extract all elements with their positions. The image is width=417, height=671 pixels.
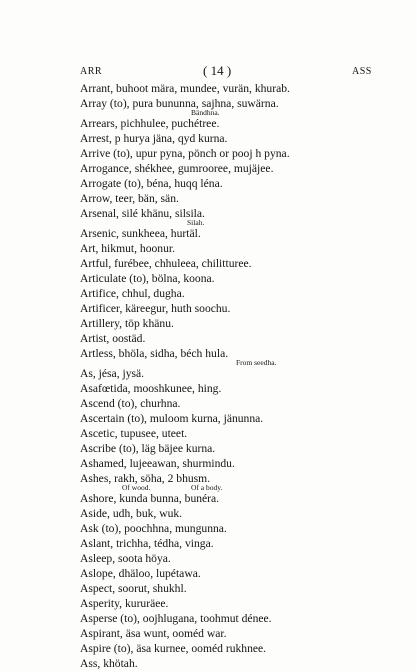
dictionary-entry: Arrest, p hurya jäna, qyd kurna. — [80, 132, 228, 145]
page-number: ( 14 ) — [203, 63, 232, 78]
etymology-note — [80, 359, 410, 367]
page-header — [0, 63, 417, 82]
running-head-right: ASS — [352, 66, 372, 77]
dictionary-entry: Arrogate (to), béna, huqq léna. — [80, 177, 223, 190]
dictionary-entry: Artist, oostäd. — [80, 332, 146, 345]
note-text: From seedha. — [236, 358, 277, 367]
dictionary-entry: Artless, bhöla, sidha, béch hula. — [80, 347, 229, 360]
dictionary-entry: Ascetic, tupusee, uteet. — [80, 427, 188, 440]
dictionary-entry: Ascertain (to), muloom kurna, jänunna. — [80, 412, 264, 425]
dictionary-entry: Aspect, soorut, shukhl. — [80, 582, 187, 595]
dictionary-entry: Articulate (to), bölna, koona. — [80, 272, 215, 285]
note-text: Silah. — [187, 218, 205, 227]
dictionary-entry: Aside, udh, buk, wuk. — [80, 507, 183, 520]
dictionary-entry: Artifice, chhul, dugha. — [80, 287, 185, 300]
note-text: Bändhna. — [191, 108, 220, 117]
running-head-left: ARR — [80, 66, 103, 77]
etymology-note — [80, 109, 410, 117]
dictionary-entry: Asafœtida, mooshkunee, hing. — [80, 382, 222, 395]
dictionary-entry: Aslope, dhäloo, lupétawa. — [80, 567, 201, 580]
dictionary-entry: Asperity, kururäee. — [80, 597, 169, 610]
dictionary-entry: Asperse (to), oojhlugana, toohmut dénee. — [80, 612, 272, 625]
dictionary-entries — [80, 81, 410, 671]
dictionary-entry: Ashore, kunda bunna, bunéra. — [80, 492, 220, 505]
etymology-note — [80, 219, 410, 227]
dictionary-entry: Artificer, käreegur, huth soochu. — [80, 302, 231, 315]
dictionary-entry: Art, hikmut, hoonur. — [80, 242, 176, 255]
dictionary-entry: Ascend (to), churhna. — [80, 397, 181, 410]
dictionary-entry: Ascribe (to), läg bäjee kurna. — [80, 442, 216, 455]
dictionary-entry: Arrow, teer, bän, sän. — [80, 192, 179, 205]
dictionary-entry: Arrant, buhoot mära, mundee, vurän, khurab. — [80, 82, 290, 95]
dictionary-entry: As, jésa, jysä. — [80, 367, 145, 380]
dictionary-entry: Aslant, trichha, tédha, vinga. — [80, 537, 214, 550]
dictionary-entry: Arrears, pichhulee, puchétree. — [80, 117, 220, 130]
note-text: Of a body. — [191, 483, 223, 492]
dictionary-entry: Arrive (to), upur pyna, pönch or pooj h pyna. — [80, 147, 290, 160]
dictionary-entry: Asleep, soota höya. — [80, 552, 171, 565]
dictionary-entry: Ashamed, lujeeawan, shurmindu. — [80, 457, 235, 470]
dictionary-entry: Ashes, rakh, söha, 2 bhusm. — [80, 472, 211, 485]
note-text: Of wood. — [122, 483, 151, 492]
dictionary-entry: Ask (to), poochhna, mungunna. — [80, 522, 227, 535]
etymology-note — [80, 484, 410, 492]
dictionary-entry: Arsenal, silé khänu, silsila. — [80, 207, 205, 220]
dictionary-entry: Aspirant, äsa wunt, ooméd war. — [80, 627, 227, 640]
dictionary-entry: Ass, khötah. — [80, 657, 138, 670]
dictionary-entry: Arrogance, shékhee, gumrooree, mujäjee. — [80, 162, 274, 175]
dictionary-entry: Array (to), pura bununna, sajhna, suwärna. — [80, 97, 279, 110]
dictionary-entry: Arsenic, sunkheea, hurtäl. — [80, 227, 201, 240]
dictionary-entry: Artful, furébee, chhuleea, chilitturee. — [80, 257, 252, 270]
dictionary-entry: Aspire (to), äsa kurnee, ooméd rukhnee. — [80, 642, 267, 655]
dictionary-entry: Artillery, töp khänu. — [80, 317, 174, 330]
